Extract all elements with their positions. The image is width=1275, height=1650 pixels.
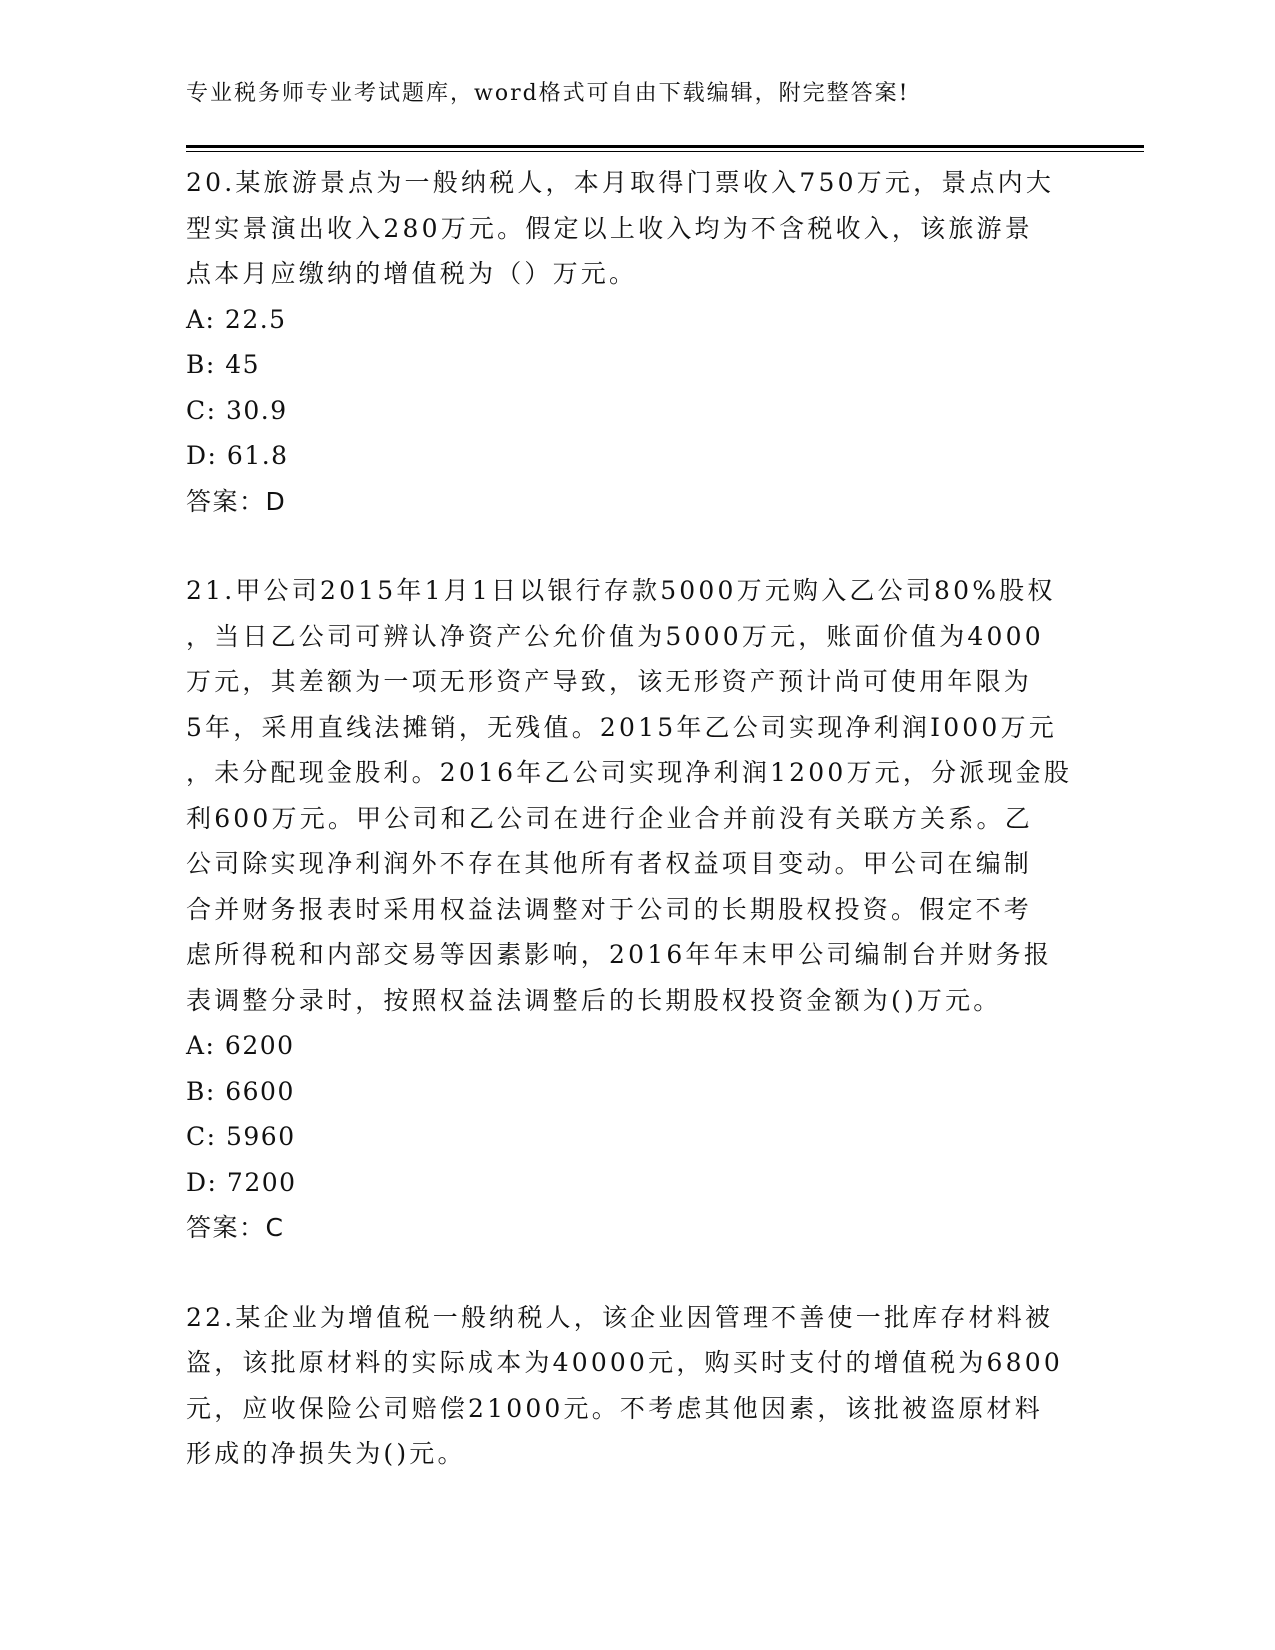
stem-line: 虑所得税和内部交易等因素影响，2016年年末甲公司编制台并财务报 (186, 940, 1053, 969)
question-21 (186, 568, 1076, 1251)
stem-line: 万元，其差额为一项无形资产导致，该无形资产预计尚可使用年限为 (186, 667, 1033, 696)
option-a: A: 22.5 (186, 304, 287, 334)
option-d: D: 61.8 (186, 441, 289, 470)
stem-line: 5年，采用直线法摊销，无残值。2015年乙公司实现净利润I000万元 (186, 712, 1057, 742)
question-20 (186, 160, 1076, 524)
question-gap (186, 524, 1076, 568)
stem-line: 合并财务报表时采用权益法调整对于公司的长期股权投资。假定不考 (186, 894, 1033, 924)
stem-line: 利600万元。甲公司和乙公司在进行企业合并前没有关联方关系。乙 (186, 803, 1033, 833)
stem-line: 元，应收保险公司赔偿21000元。不考虑其他因素，该批被盗原材料 (186, 1393, 1043, 1423)
question-stem (186, 160, 1076, 297)
stem-line: 型实景演出收入280万元。假定以上收入均为不含税收入，该旅游景 (186, 213, 1033, 243)
question-stem (186, 568, 1076, 1023)
stem-line: 22.某企业为增值税一般纳税人，该企业因管理不善使一批库存材料被 (186, 1302, 1054, 1332)
header-rule-thin (186, 151, 1144, 152)
option-b: B: 6600 (186, 1076, 295, 1106)
stem-line: 表调整分录时，按照权益法调整后的长期股权投资金额为()万元。 (186, 985, 1002, 1015)
option-c: C: 5960 (186, 1122, 296, 1151)
stem-line: 盗，该批原材料的实际成本为40000元，购买时支付的增值税为6800 (186, 1348, 1063, 1377)
question-stem (186, 1295, 1076, 1477)
option-a: A: 6200 (186, 1031, 295, 1060)
option-c: C: 30.9 (186, 395, 288, 425)
question-gap (186, 1251, 1076, 1295)
stem-line: 20.某旅游景点为一般纳税人，本月取得门票收入750万元，景点内大 (186, 168, 1055, 197)
stem-line: ，当日乙公司可辨认净资产公允价值为5000万元，账面价值为4000 (186, 621, 1044, 651)
stem-line: 21.甲公司2015年1月1日以银行存款5000万元购入乙公司80%股权 (186, 576, 1056, 605)
stem-line: ，未分配现金股利。2016年乙公司实现净利润1200万元，分派现金股 (186, 758, 1073, 787)
question-list (186, 160, 1076, 1477)
stem-line: 公司除实现净利润外不存在其他所有者权益项目变动。甲公司在编制 (186, 849, 1033, 878)
option-d: D: 7200 (186, 1167, 297, 1197)
page-header: 专业税务师专业考试题库，word格式可自由下载编辑，附完整答案! (186, 81, 910, 106)
option-b: B: 45 (186, 350, 261, 379)
question-22 (186, 1295, 1076, 1477)
header-rule-thick (186, 145, 1144, 148)
answer-label: 答案：D (186, 486, 287, 516)
stem-line: 形成的净损失为()元。 (186, 1439, 466, 1468)
stem-line: 点本月应缴纳的增值税为（）万元。 (186, 259, 638, 288)
answer-label: 答案：C (186, 1213, 285, 1242)
